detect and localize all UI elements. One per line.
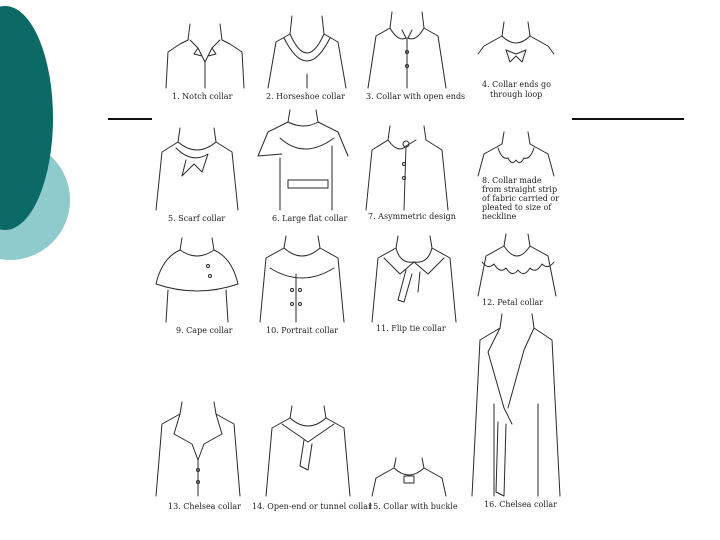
caption-7: 7. Asymmetric design (368, 212, 456, 221)
large-flat-collar-illustration (258, 108, 350, 210)
buckle-collar-illustration (370, 456, 448, 496)
caption-12: 12. Petal collar (482, 298, 544, 307)
petal-collar-illustration (476, 232, 558, 296)
caption-15: 15. Collar with buckle (368, 502, 458, 511)
caption-2: 2. Horseshoe collar (266, 92, 345, 101)
caption-4a: 4. Collar ends go (482, 80, 551, 89)
asymmetric-collar-illustration (362, 124, 452, 210)
caption-3: 3. Collar with open ends (366, 92, 466, 101)
caption-4b: through loop (490, 90, 543, 99)
caption-13: 13. Chelsea collar (168, 502, 241, 511)
portrait-collar-illustration (256, 234, 348, 322)
caption-11: 11. Flip tie collar (376, 324, 446, 333)
caption-10: 10. Portrait collar (266, 326, 339, 335)
caption-9: 9. Cape collar (176, 326, 233, 335)
caption-16: 16. Chelsea collar (484, 500, 557, 509)
cape-collar-illustration (152, 236, 242, 322)
open-ends-collar-illustration (362, 8, 452, 88)
horizontal-rule-right (572, 118, 684, 120)
strip-collar-illustration (476, 130, 556, 176)
horizontal-rule-left (108, 118, 152, 120)
horseshoe-collar-illustration (262, 12, 352, 88)
caption-6: 6. Large flat collar (272, 214, 348, 223)
chelsea-collar-illustration (152, 400, 244, 496)
chelsea-collar-long-illustration (468, 312, 564, 496)
caption-5: 5. Scarf collar (168, 214, 226, 223)
caption-8: 8. Collar made from straight strip of fabric carried or pleated to size of neckline (482, 176, 560, 221)
tunnel-collar-illustration (262, 404, 354, 496)
scarf-collar-illustration (152, 124, 242, 210)
loop-collar-illustration (476, 20, 556, 78)
flip-tie-collar-illustration (370, 234, 458, 322)
caption-14: 14. Open-end or tunnel collar (252, 502, 372, 511)
caption-1: 1. Notch collar (172, 92, 233, 101)
notch-collar-illustration (160, 18, 250, 88)
